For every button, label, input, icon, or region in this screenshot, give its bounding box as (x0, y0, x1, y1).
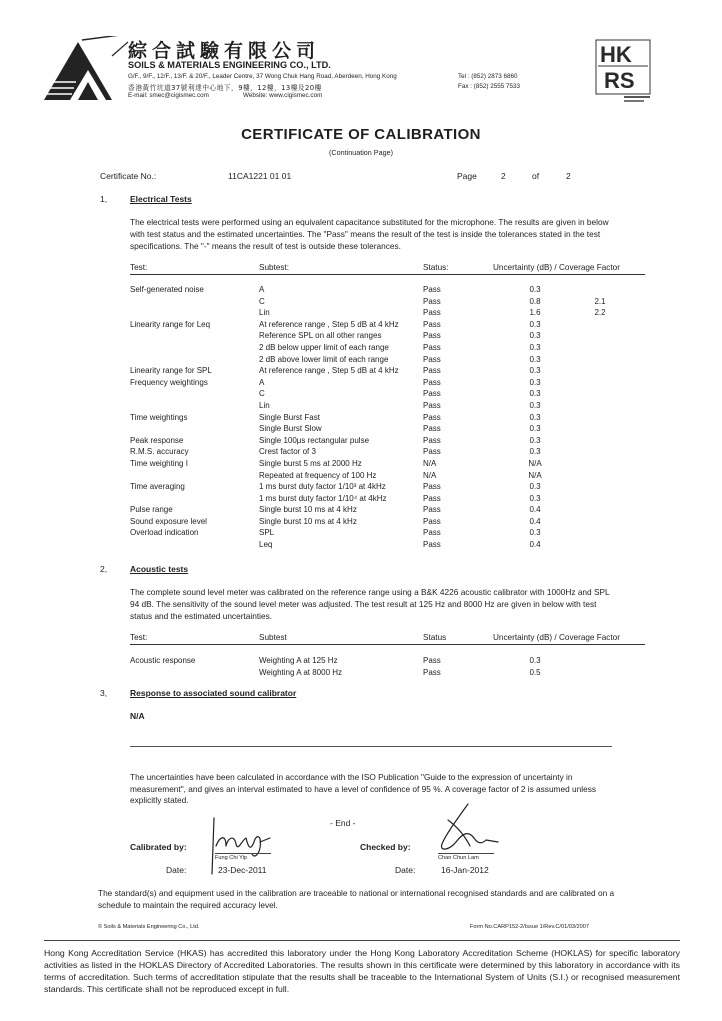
table-row (130, 516, 645, 528)
coverage-factor-cell (577, 527, 623, 539)
subtest-cell: Lin (259, 308, 270, 318)
svg-text:RS: RS (604, 68, 635, 93)
test-cell: Pulse range (130, 505, 173, 515)
company-name-chinese: 綜合試驗有限公司 (128, 40, 321, 62)
uncertainty-cell: 0.3 (529, 528, 541, 538)
uncertainty-cell: 0.3 (529, 285, 541, 294)
subtest-cell: Reference SPL on all other ranges (259, 331, 382, 341)
uncertainty-cell: 0.3 (529, 447, 541, 457)
subtest-cell: A (259, 285, 265, 294)
table-row (130, 423, 645, 435)
subtest-cell: Single Burst Slow (259, 424, 322, 434)
status-cell: Pass (423, 319, 441, 329)
test-cell: R.M.S. accuracy (130, 447, 189, 457)
calibrated-date: 23-Dec-2011 (218, 865, 267, 875)
table-row (130, 435, 645, 447)
uncertainty-cell: 0.3 (529, 435, 541, 445)
electrical-table-body (130, 284, 645, 551)
test-cell: Self-generated noise (130, 285, 204, 294)
uncertainty-cell: 0.3 (529, 493, 541, 503)
test-cell (130, 493, 259, 505)
status-cell: Pass (423, 516, 441, 526)
table-row (130, 412, 645, 424)
accreditation-logo (594, 38, 654, 106)
subtest-cell: At reference range , Step 5 dB at 4 kHz (259, 366, 399, 376)
table-row (130, 377, 645, 389)
status-cell: Pass (423, 528, 441, 538)
status-cell: Pass (423, 412, 441, 422)
status-cell: Pass (423, 366, 441, 376)
coverage-factor-cell (577, 504, 623, 516)
table-row (130, 354, 645, 366)
status-cell: Pass (423, 447, 441, 457)
company-website: Website: www.cigismec.com (243, 92, 323, 99)
test-cell: Overload indication (130, 528, 199, 538)
page-of-label: of (532, 171, 540, 181)
electrical-tests-intro: The electrical tests were performed using an equivalent capacitance substituted for the microphone. The results are given in below with test status and the estimated uncertainties. The "Pass" means the result of the test is inside the tolerances stated in the test specifications. The "-" means the result of test is outside these tolerances. (130, 217, 609, 251)
test-cell (130, 354, 259, 366)
subtest-cell: At reference range , Step 5 dB at 4 kHz (259, 319, 399, 329)
test-cell (130, 342, 259, 354)
table-row (130, 284, 645, 296)
subtest-cell: 2 dB below upper limit of each range (259, 342, 389, 352)
table-row (130, 388, 645, 400)
company-phone: Tel : (852) 2873 6860 (458, 73, 518, 80)
column-header-uncertainty: Uncertainty (dB) / Coverage Factor (493, 263, 620, 272)
column-header-test: Test: (130, 263, 148, 272)
coverage-factor-cell (577, 481, 623, 493)
status-cell: Pass (423, 482, 441, 492)
test-cell: Acoustic response (130, 656, 196, 665)
coverage-factor-cell (577, 423, 623, 435)
subtest-cell: 2 dB above lower limit of each range (259, 354, 389, 364)
status-cell: N/A (423, 470, 437, 480)
uncertainty-cell: 0.3 (529, 354, 541, 364)
checked-by-label: Checked by: (360, 842, 411, 852)
table-row (130, 481, 645, 493)
status-cell: Pass (423, 389, 441, 399)
acoustic-table-header (130, 632, 645, 645)
form-number: Form No.CARP152-2/Issue 1/Rev.C/01/03/2007 (470, 924, 589, 930)
uncertainty-cell: 0.3 (529, 377, 541, 387)
status-cell: Pass (423, 493, 441, 503)
uncertainty-cell: 0.4 (529, 505, 541, 515)
subtest-cell: Leq (259, 540, 273, 550)
status-cell: Pass (423, 667, 441, 677)
test-cell (130, 388, 259, 400)
svg-text:HK: HK (600, 42, 632, 67)
status-cell: Pass (423, 435, 441, 445)
table-row (130, 458, 645, 470)
coverage-factor-cell (577, 667, 623, 679)
test-cell (130, 423, 259, 435)
test-cell: Linearity range for Leq (130, 319, 211, 329)
table-row (130, 365, 645, 377)
coverage-factor-cell (577, 319, 623, 331)
table-row (130, 446, 645, 458)
table-row (130, 667, 645, 679)
test-cell (130, 400, 259, 412)
column-header-status: Status (423, 633, 447, 642)
uncertainty-cell: N/A (528, 470, 542, 480)
uncertainty-cell: 0.3 (529, 482, 541, 492)
calibrated-date-label: Date: (166, 865, 187, 875)
coverage-factor-cell (577, 539, 623, 551)
status-cell: Pass (423, 377, 441, 387)
status-cell: Pass (423, 354, 441, 364)
uncertainty-cell: 0.4 (529, 516, 541, 526)
subtest-cell: Repeated at frequency of 100 Hz (259, 470, 377, 480)
company-address-chinese: 香港黃竹坑道37號利達中心地下，9樓，12樓，13樓及20樓 (128, 84, 322, 92)
coverage-factor-cell (577, 446, 623, 458)
subtest-cell: A (259, 377, 265, 387)
coverage-factor-cell (577, 493, 623, 505)
status-cell: Pass (423, 540, 441, 550)
uncertainty-cell: 0.3 (529, 424, 541, 434)
section-heading-calibrator: Response to associated sound calibrator (130, 688, 297, 698)
column-header-test: Test: (130, 633, 148, 642)
coverage-factor-cell (577, 330, 623, 342)
uncertainty-cell: 0.4 (529, 540, 541, 550)
divider (130, 746, 612, 747)
uncertainty-cell: 0.3 (529, 656, 541, 665)
coverage-factor-cell (577, 458, 623, 470)
test-cell: Time weightings (130, 412, 188, 422)
test-cell: Sound exposure level (130, 516, 207, 526)
test-cell: Peak response (130, 435, 184, 445)
coverage-factor-cell (577, 516, 623, 528)
test-cell (130, 330, 259, 342)
uncertainty-cell: 0.3 (529, 319, 541, 329)
status-cell: Pass (423, 505, 441, 515)
subtest-cell: Single 100μs rectangular pulse (259, 435, 370, 445)
subtest-cell: Single Burst Fast (259, 412, 320, 422)
uncertainty-cell: N/A (528, 458, 542, 468)
subtest-cell: SPL (259, 528, 275, 538)
status-cell: Pass (423, 308, 441, 318)
company-logo (42, 36, 130, 102)
table-row (130, 342, 645, 354)
subtest-cell: C (259, 296, 265, 306)
status-cell: Pass (423, 400, 441, 410)
coverage-factor-cell (577, 435, 623, 447)
subtest-cell: Lin (259, 400, 270, 410)
coverage-factor-cell (577, 412, 623, 424)
coverage-factor-cell (577, 400, 623, 412)
uncertainty-note: The uncertainties have been calculated in accordance with the ISO Publication "Guide to the expression of uncertainty in measurement", and gives an interval estimated to have a level of confidence of 95 %. A coverage factor of 2 is assumed unless explicitly stated. (130, 772, 596, 806)
table-row (130, 504, 645, 516)
uncertainty-cell: 0.3 (529, 342, 541, 352)
test-cell: Time weighting I (130, 458, 188, 468)
uncertainty-cell: 0.3 (529, 400, 541, 410)
column-header-subtest: Subtest (259, 633, 287, 642)
test-cell: Frequency weightings (130, 377, 208, 387)
uncertainty-cell: 0.8 (529, 296, 541, 306)
status-cell: Pass (423, 342, 441, 352)
coverage-factor-cell (577, 470, 623, 482)
acoustic-table-body (130, 655, 645, 678)
company-fax: Fax : (852) 2555 7533 (458, 83, 520, 90)
subtest-cell: 1 ms burst duty factor 1/10³ at 4kHz (259, 482, 386, 492)
column-header-subtest: Subtest: (259, 263, 290, 272)
uncertainty-cell: 0.3 (529, 389, 541, 399)
section-heading-acoustic: Acoustic tests (130, 564, 189, 574)
status-cell: N/A (423, 458, 437, 468)
table-row (130, 539, 645, 551)
page-total: 2 (566, 171, 571, 181)
uncertainty-cell: 0.3 (529, 331, 541, 341)
copyright: © Soils & Materials Engineering Co., Ltd. (98, 924, 200, 930)
hkas-accreditation-statement: Hong Kong Accreditation Service (HKAS) has accredited this laboratory under the Hong Kong Laboratory Accreditation Scheme (HOKLAS) for specific laboratory activities as listed in the HOKLAS Directory of Accredited Laboratories. The results shown in this certificate were determined by this laboratory in accordance with its terms of accreditation. Such terms of accreditation stipulate that the results shall be traceable to the International System of Units (S.I.) or recognised measurement standards. This certificate shall not be reproduced except in full. (44, 940, 680, 995)
coverage-factor-cell: 2.1 (594, 296, 606, 306)
checker-name: Chan Chun Lam (438, 853, 494, 861)
subtest-cell: Single burst 5 ms at 2000 Hz (259, 458, 362, 468)
table-row (130, 330, 645, 342)
traceability-note: The standard(s) and equipment used in the calibration are traceable to national or international recognised standards and are calibrated on a schedule to maintain the required accuracy level. (98, 888, 615, 910)
coverage-factor-cell (577, 354, 623, 366)
column-header-status: Status: (423, 263, 449, 272)
subtest-cell: Weighting A at 8000 Hz (259, 667, 343, 677)
table-row (130, 296, 645, 308)
status-cell: Pass (423, 424, 441, 434)
document-title: CERTIFICATE OF CALIBRATION (241, 126, 481, 143)
test-cell (130, 470, 259, 482)
certificate-number-label: Certificate No.: (100, 171, 157, 181)
page-number: 2 (501, 171, 506, 181)
uncertainty-cell: 0.3 (529, 366, 541, 376)
checked-date: 16-Jan-2012 (441, 865, 489, 875)
uncertainty-cell: 0.5 (529, 667, 541, 677)
coverage-factor-cell (577, 342, 623, 354)
table-row (130, 470, 645, 482)
coverage-factor-cell (577, 655, 623, 667)
test-cell: Linearity range for SPL (130, 366, 212, 376)
status-cell: Pass (423, 331, 441, 341)
certificate-number: 11CA1221 01 01 (228, 171, 292, 181)
status-cell: Pass (423, 656, 441, 665)
subtest-cell: C (259, 389, 265, 399)
calibrated-by-label: Calibrated by: (130, 842, 187, 852)
table-row (130, 493, 645, 505)
section-number: 1, (100, 194, 108, 204)
coverage-factor-cell (577, 284, 623, 296)
calibrator-result: N/A (130, 711, 145, 721)
uncertainty-cell: 0.3 (529, 412, 541, 422)
coverage-factor-cell: 2.2 (594, 308, 606, 318)
subtest-cell: Single burst 10 ms at 4 kHz (259, 516, 357, 526)
company-name: SOILS & MATERIALS ENGINEERING CO., LTD. (128, 60, 331, 70)
table-row (130, 527, 645, 539)
table-row (130, 319, 645, 331)
calibrator-name: Fung Chi Yip (215, 853, 271, 861)
subtest-cell: Weighting A at 125 Hz (259, 656, 338, 665)
coverage-factor-cell (577, 377, 623, 389)
document-subtitle: (Continuation Page) (329, 148, 393, 157)
column-header-uncertainty: Uncertainty (dB) / Coverage Factor (493, 633, 620, 642)
table-row (130, 400, 645, 412)
section-heading-electrical: Electrical Tests (130, 194, 192, 204)
table-row (130, 655, 645, 667)
section-number: 2, (100, 564, 108, 574)
test-cell (130, 667, 259, 679)
page-label: Page (457, 171, 477, 181)
subtest-cell: Single burst 10 ms at 4 kHz (259, 505, 357, 515)
checker-signature (422, 800, 502, 856)
electrical-table-header (130, 262, 645, 275)
test-cell: Time averaging (130, 482, 185, 492)
coverage-factor-cell (577, 365, 623, 377)
test-cell (130, 307, 259, 319)
subtest-cell: Crest factor of 3 (259, 447, 316, 457)
company-address: G/F., 9/F., 12/F., 13/F. & 20/F., Leader Centre, 37 Wong Chuk Hang Road, Aberdeen, Hong Kong (128, 73, 397, 80)
section-number: 3, (100, 688, 108, 698)
uncertainty-cell: 1.6 (529, 308, 541, 318)
status-cell: Pass (423, 285, 441, 294)
coverage-factor-cell (577, 388, 623, 400)
test-cell (130, 296, 259, 308)
table-row (130, 307, 645, 319)
subtest-cell: 1 ms burst duty factor 1/10⁴ at 4kHz (259, 493, 387, 503)
status-cell: Pass (423, 296, 441, 306)
checked-date-label: Date: (395, 865, 416, 875)
acoustic-tests-intro: The complete sound level meter was calibrated on the reference range using a B&K 4226 acoustic calibrator with 1000Hz and SPL 94 dB. The sensitivity of the sound level meter was adjusted. The test result at 125 Hz and 8000 Hz are given in below with test status and the estimated uncertainties. (130, 587, 610, 621)
test-cell (130, 539, 259, 551)
end-mark: - End - (330, 818, 356, 828)
company-email: E-mail: smec@cigismec.com (128, 92, 209, 99)
